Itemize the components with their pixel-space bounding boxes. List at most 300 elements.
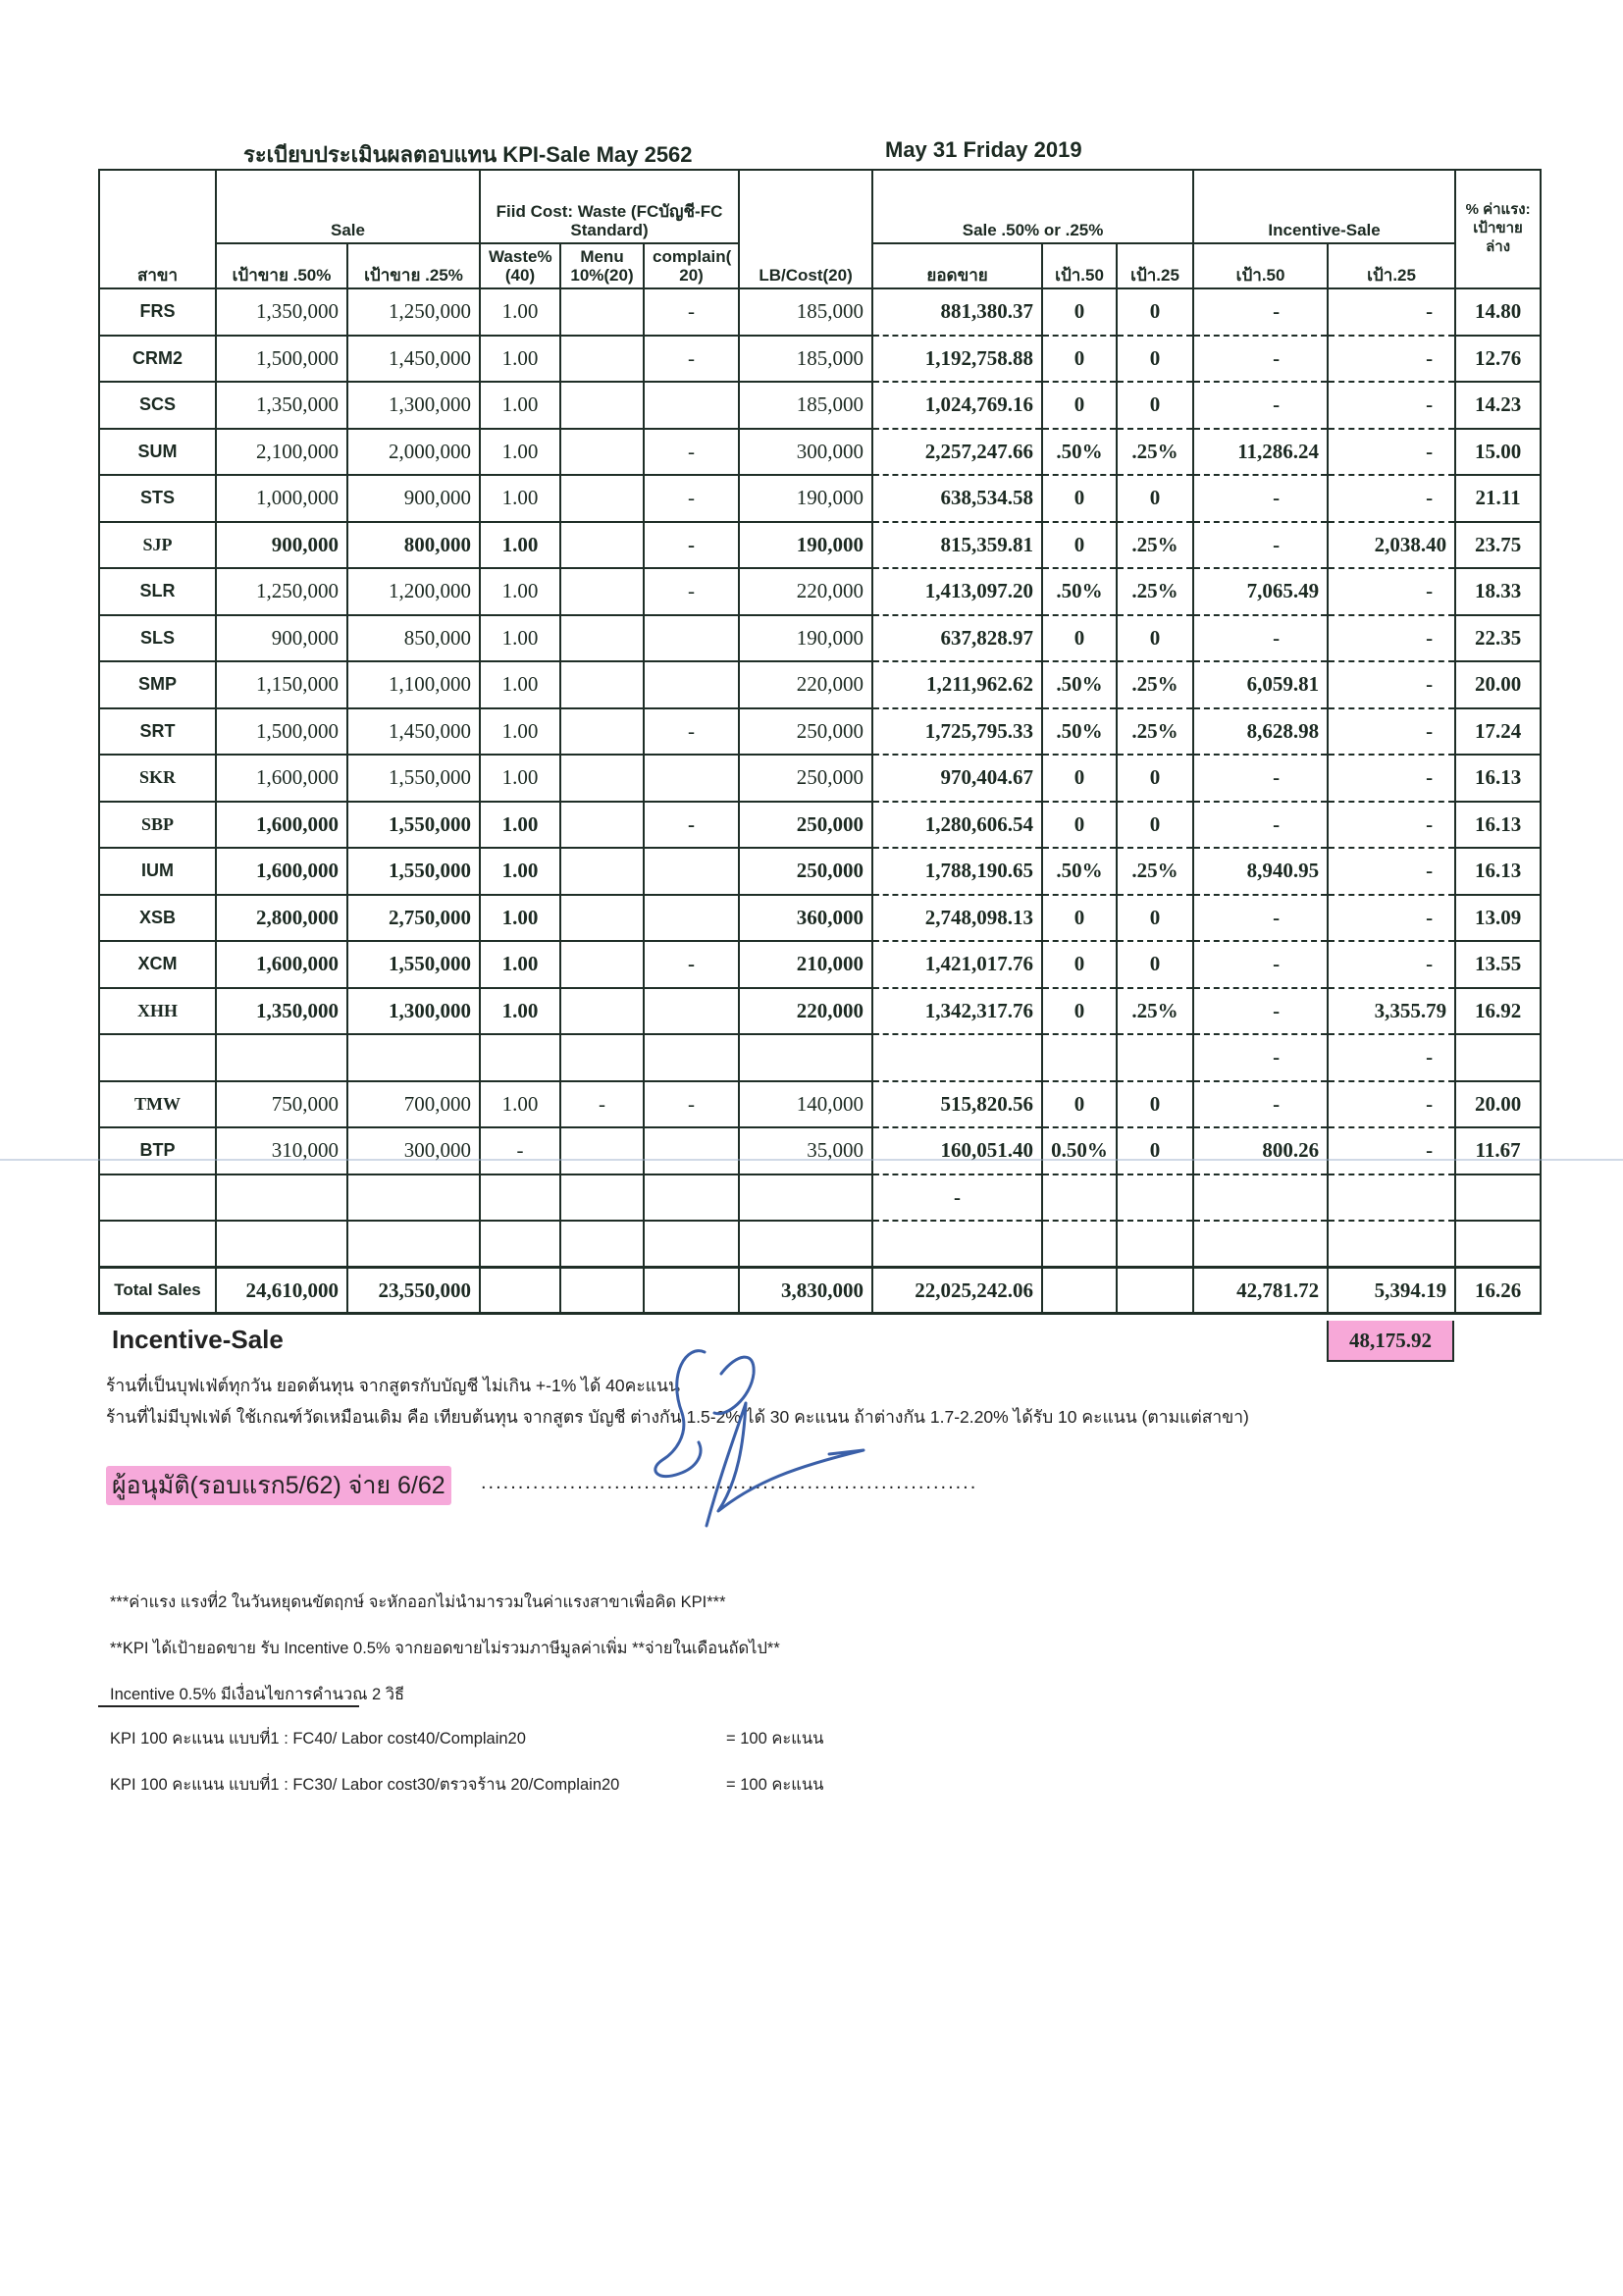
total-menu [560,1268,644,1314]
cell-menu: - [560,1081,644,1128]
cell-lb-cost [739,1174,872,1222]
cell-inc-50: - [1193,802,1328,849]
cell-lb-cost: 190,000 [739,475,872,522]
cell-menu [560,568,644,615]
footnote-underline [98,1705,359,1707]
cell-waste: 1.00 [480,568,560,615]
cell-complain [644,661,739,708]
cell-hit-50: 0 [1042,336,1117,383]
header-lb-cost: LB/Cost(20) [739,170,872,288]
cell-target-25: 1,100,000 [347,661,480,708]
cell-menu [560,522,644,569]
cell-complain: - [644,568,739,615]
cell-target-50 [216,1221,347,1268]
cell-target-25: 1,550,000 [347,755,480,802]
cell-target-25: 1,550,000 [347,848,480,895]
cell-sales: 637,828.97 [872,615,1042,662]
header-hit-25: เป้า.25 [1117,243,1193,288]
kpi-method-1: KPI 100 คะแนน แบบที่1 : FC40/ Labor cost40/Complain20 [110,1730,526,1748]
cell-labor-pct: 23.75 [1455,522,1541,569]
cell-target-50: 1,350,000 [216,382,347,429]
table-row [99,1221,1541,1268]
cell-waste: 1.00 [480,336,560,383]
cell-target-50: 1,350,000 [216,288,347,336]
cell-lb-cost: 190,000 [739,522,872,569]
cell-target-50: 310,000 [216,1127,347,1174]
cell-target-25: 2,750,000 [347,895,480,942]
cell-sales: 970,404.67 [872,755,1042,802]
cell-inc-50: - [1193,288,1328,336]
cell-inc-25: - [1328,429,1455,476]
cell-waste: 1.00 [480,382,560,429]
cell-inc-50: - [1193,755,1328,802]
cell-hit-50: 0 [1042,615,1117,662]
cell-target-25: 1,550,000 [347,802,480,849]
cell-hit-25: 0 [1117,802,1193,849]
cell-labor-pct [1455,1174,1541,1222]
cell-waste: 1.00 [480,429,560,476]
cell-complain [644,848,739,895]
cell-waste: 1.00 [480,708,560,756]
cell-branch [99,1034,216,1081]
cell-branch: SJP [99,522,216,569]
cell-hit-25 [1117,1034,1193,1081]
cell-target-25: 1,250,000 [347,288,480,336]
cell-waste: 1.00 [480,895,560,942]
cell-target-25: 900,000 [347,475,480,522]
cell-labor-pct: 14.80 [1455,288,1541,336]
cell-inc-25: - [1328,1081,1455,1128]
cell-labor-pct: 11.67 [1455,1127,1541,1174]
kpi-method-2: KPI 100 คะแนน แบบที่1 : FC30/ Labor cost30/ตรวจร้าน 20/Complain20 [110,1776,620,1794]
cell-complain: - [644,336,739,383]
cell-hit-25: .25% [1117,429,1193,476]
cell-hit-50: .50% [1042,661,1117,708]
cell-target-50: 900,000 [216,615,347,662]
cell-labor-pct: 13.55 [1455,941,1541,988]
cell-sales: 1,413,097.20 [872,568,1042,615]
cell-inc-50: - [1193,941,1328,988]
cell-inc-50 [1193,1221,1328,1268]
cell-inc-25: - [1328,895,1455,942]
cell-menu [560,802,644,849]
cell-inc-50: - [1193,615,1328,662]
cell-hit-25 [1117,1174,1193,1222]
cell-labor-pct [1455,1034,1541,1081]
cell-menu [560,755,644,802]
total-inc-50: 42,781.72 [1193,1268,1328,1314]
cell-inc-25: - [1328,848,1455,895]
footnote-labor: ***ค่าแรง แรงที่2 ในวันหยุดนขัตฤกษ์ จะหักออกไม่นำมารวมในค่าแรงสาขาเพื่อคิด KPI*** [110,1593,726,1611]
cell-sales: 881,380.37 [872,288,1042,336]
cell-inc-25: - [1328,708,1455,756]
total-lb-cost: 3,830,000 [739,1268,872,1314]
cell-branch: SLS [99,615,216,662]
cell-lb-cost: 185,000 [739,382,872,429]
cell-target-25: 1,450,000 [347,336,480,383]
cell-waste: 1.00 [480,288,560,336]
cell-waste: 1.00 [480,941,560,988]
cell-inc-50 [1193,1174,1328,1222]
cell-lb-cost: 250,000 [739,755,872,802]
cell-hit-25: 0 [1117,336,1193,383]
cell-waste: - [480,1127,560,1174]
cell-labor-pct: 20.00 [1455,661,1541,708]
table-row [99,568,1541,615]
cell-branch: SCS [99,382,216,429]
header-sales: ยอดขาย [872,243,1042,288]
table-row [99,288,1541,336]
cell-target-25: 300,000 [347,1127,480,1174]
cell-hit-25: .25% [1117,988,1193,1035]
header-target-25: เป้าขาย .25% [347,243,480,288]
table-row [99,661,1541,708]
cell-lb-cost: 300,000 [739,429,872,476]
cell-branch: XHH [99,988,216,1035]
cell-target-50: 1,250,000 [216,568,347,615]
cell-menu [560,288,644,336]
cell-target-50: 1,500,000 [216,708,347,756]
cell-inc-50: 8,628.98 [1193,708,1328,756]
cell-complain: - [644,522,739,569]
cell-hit-25: 0 [1117,1127,1193,1174]
cell-branch [99,1221,216,1268]
cell-sales: 1,192,758.88 [872,336,1042,383]
table-row [99,708,1541,756]
cell-complain: - [644,1081,739,1128]
cell-sales: 1,280,606.54 [872,802,1042,849]
cell-labor-pct [1455,1221,1541,1268]
header-group-incentive: Incentive-Sale [1193,170,1455,243]
cell-inc-25: - [1328,568,1455,615]
cell-target-50 [216,1034,347,1081]
note-buffet-rule: ร้านที่เป็นบุฟเฟ่ต์ทุกวัน ยอดต้นทุน จากสูตรกับบัญชี ไม่เกิน +-1% ได้ 40คะแนน [106,1376,680,1395]
document-date: May 31 Friday 2019 [885,137,1082,162]
cell-inc-50: 11,286.24 [1193,429,1328,476]
cell-labor-pct: 13.09 [1455,895,1541,942]
cell-lb-cost: 190,000 [739,615,872,662]
cell-target-25: 1,450,000 [347,708,480,756]
cell-labor-pct: 20.00 [1455,1081,1541,1128]
cell-target-50: 1,000,000 [216,475,347,522]
header-group-sale-pct: Sale .50% or .25% [872,170,1193,243]
table-row [99,429,1541,476]
cell-menu [560,848,644,895]
cell-hit-25: 0 [1117,1081,1193,1128]
cell-target-50: 750,000 [216,1081,347,1128]
cell-waste: 1.00 [480,475,560,522]
cell-target-25: 2,000,000 [347,429,480,476]
cell-branch: FRS [99,288,216,336]
cell-waste [480,1221,560,1268]
table-row [99,941,1541,988]
header-waste: Waste% (40) [480,243,560,288]
cell-inc-25: - [1328,475,1455,522]
cell-branch: SLR [99,568,216,615]
table-row [99,615,1541,662]
cell-target-50: 1,350,000 [216,988,347,1035]
cell-menu [560,336,644,383]
cell-inc-50: - [1193,336,1328,383]
total-labor-pct: 16.26 [1455,1268,1541,1314]
approver-label: ผู้อนุมัติ(รอบแรก5/62) จ่าย 6/62 [106,1466,451,1505]
cell-hit-50: 0 [1042,895,1117,942]
kpi-method-1-score: = 100 คะแนน [726,1730,824,1748]
cell-branch: SUM [99,429,216,476]
cell-hit-25: .25% [1117,661,1193,708]
cell-inc-25: - [1328,382,1455,429]
cell-inc-25: 2,038.40 [1328,522,1455,569]
table-row [99,895,1541,942]
cell-sales [872,1221,1042,1268]
cell-sales: 1,024,769.16 [872,382,1042,429]
cell-labor-pct: 21.11 [1455,475,1541,522]
cell-labor-pct: 17.24 [1455,708,1541,756]
table-row [99,475,1541,522]
cell-inc-50: 8,940.95 [1193,848,1328,895]
cell-sales: 815,359.81 [872,522,1042,569]
cell-complain [644,895,739,942]
cell-labor-pct: 18.33 [1455,568,1541,615]
cell-sales: 160,051.40 [872,1127,1042,1174]
cell-hit-50: .50% [1042,568,1117,615]
cell-branch: TMW [99,1081,216,1128]
cell-waste: 1.00 [480,522,560,569]
table-row [99,1034,1541,1081]
total-target-25: 23,550,000 [347,1268,480,1314]
cell-lb-cost: 185,000 [739,336,872,383]
table-row [99,382,1541,429]
header-branch: สาขา [99,170,216,288]
cell-menu [560,941,644,988]
cell-complain: - [644,802,739,849]
cell-target-50: 1,500,000 [216,336,347,383]
cell-complain [644,988,739,1035]
cell-hit-50: 0 [1042,802,1117,849]
cell-labor-pct: 16.13 [1455,802,1541,849]
cell-inc-25: - [1328,615,1455,662]
cell-labor-pct: 22.35 [1455,615,1541,662]
cell-target-25: 1,550,000 [347,941,480,988]
cell-hit-50 [1042,1174,1117,1222]
cell-hit-50: 0 [1042,475,1117,522]
cell-lb-cost: 140,000 [739,1081,872,1128]
cell-inc-50: 800.26 [1193,1127,1328,1174]
cell-hit-50: 0 [1042,988,1117,1035]
cell-hit-50: 0 [1042,288,1117,336]
cell-branch: SRT [99,708,216,756]
cell-target-25: 850,000 [347,615,480,662]
total-hit-50 [1042,1268,1117,1314]
scan-artifact-line [0,1159,1623,1161]
cell-menu [560,382,644,429]
table-row [99,1174,1541,1222]
cell-inc-25: - [1328,661,1455,708]
cell-sales [872,1034,1042,1081]
cell-target-25 [347,1034,480,1081]
cell-inc-50: - [1193,988,1328,1035]
cell-menu [560,615,644,662]
cell-hit-50: 0.50% [1042,1127,1117,1174]
cell-complain: - [644,288,739,336]
cell-branch: IUM [99,848,216,895]
cell-complain [644,382,739,429]
header-menu: Menu 10%(20) [560,243,644,288]
total-target-50: 24,610,000 [216,1268,347,1314]
cell-sales: 638,534.58 [872,475,1042,522]
table-row [99,848,1541,895]
note-non-buffet-rule: ร้านที่ไม่มีบุฟเฟ่ต์ ใช้เกณฑ์วัดเหมือนเดิม คือ เทียบต้นทุน จากสูตร บัญชี ต่างกัน 1.5-2% ได้ 30 คะแนน ถ้าต่างกัน 1.7-2.20% ได้รับ 10 คะแนน (ตามแต่สาขา) [106,1407,1249,1427]
cell-complain [644,755,739,802]
cell-lb-cost: 360,000 [739,895,872,942]
cell-sales: 2,257,247.66 [872,429,1042,476]
header-target-50: เป้าขาย .50% [216,243,347,288]
cell-hit-25: 0 [1117,755,1193,802]
table-row [99,1081,1541,1128]
cell-sales: 1,788,190.65 [872,848,1042,895]
cell-branch: XSB [99,895,216,942]
cell-inc-25: 3,355.79 [1328,988,1455,1035]
cell-complain: - [644,475,739,522]
table-row [99,522,1541,569]
cell-inc-25 [1328,1174,1455,1222]
cell-labor-pct: 14.23 [1455,382,1541,429]
cell-waste: 1.00 [480,661,560,708]
cell-complain [644,1174,739,1222]
cell-complain [644,1221,739,1268]
table-row [99,988,1541,1035]
total-waste [480,1268,560,1314]
cell-waste: 1.00 [480,848,560,895]
cell-labor-pct: 12.76 [1455,336,1541,383]
cell-inc-50: 6,059.81 [1193,661,1328,708]
cell-complain [644,1127,739,1174]
cell-inc-25: - [1328,336,1455,383]
cell-inc-50: - [1193,475,1328,522]
cell-hit-25: 0 [1117,475,1193,522]
cell-sales: 515,820.56 [872,1081,1042,1128]
cell-hit-50: .50% [1042,708,1117,756]
cell-branch: SMP [99,661,216,708]
signature-icon [628,1344,883,1540]
cell-inc-25: - [1328,755,1455,802]
total-hit-25 [1117,1268,1193,1314]
cell-hit-25: 0 [1117,615,1193,662]
cell-labor-pct: 16.13 [1455,848,1541,895]
cell-target-50: 2,800,000 [216,895,347,942]
cell-sales: - [872,1174,1042,1222]
cell-menu [560,1174,644,1222]
total-inc-25: 5,394.19 [1328,1268,1455,1314]
grand-total-incentive: 48,175.92 [1327,1321,1454,1362]
cell-sales: 1,211,962.62 [872,661,1042,708]
cell-menu [560,1127,644,1174]
cell-hit-25 [1117,1221,1193,1268]
cell-menu [560,708,644,756]
cell-branch: SBP [99,802,216,849]
cell-inc-25: - [1328,288,1455,336]
cell-menu [560,1034,644,1081]
footnote-calc-methods: Incentive 0.5% มีเงื่อนไขการคำนวณ 2 วิธี [110,1686,405,1703]
incentive-section-title: Incentive-Sale [112,1325,284,1354]
cell-inc-25: - [1328,941,1455,988]
cell-menu [560,475,644,522]
cell-hit-50 [1042,1034,1117,1081]
table-row [99,755,1541,802]
cell-waste: 1.00 [480,802,560,849]
cell-branch: CRM2 [99,336,216,383]
cell-lb-cost: 250,000 [739,708,872,756]
cell-hit-25: .25% [1117,522,1193,569]
signature-line: ................................................................... [481,1472,978,1493]
cell-menu [560,429,644,476]
cell-labor-pct: 16.92 [1455,988,1541,1035]
cell-branch: XCM [99,941,216,988]
cell-complain: - [644,429,739,476]
document-title: ระเบียบประเมินผลตอบแทน KPI-Sale May 2562 [243,142,693,167]
cell-branch: BTP [99,1127,216,1174]
cell-waste: 1.00 [480,988,560,1035]
cell-branch: STS [99,475,216,522]
cell-menu [560,988,644,1035]
total-row [99,1268,1541,1314]
cell-waste: 1.00 [480,615,560,662]
kpi-method-2-score: = 100 คะแนน [726,1776,824,1794]
cell-target-50: 1,600,000 [216,755,347,802]
cell-hit-50: .50% [1042,429,1117,476]
cell-branch [99,1174,216,1222]
table-row [99,802,1541,849]
kpi-table [98,169,1542,1315]
cell-lb-cost [739,1221,872,1268]
table-row [99,1127,1541,1174]
cell-target-50 [216,1174,347,1222]
cell-complain: - [644,708,739,756]
cell-waste [480,1034,560,1081]
cell-target-25 [347,1221,480,1268]
cell-sales: 1,342,317.76 [872,988,1042,1035]
cell-lb-cost: 220,000 [739,661,872,708]
cell-hit-25: 0 [1117,382,1193,429]
cell-target-25 [347,1174,480,1222]
cell-lb-cost: 220,000 [739,568,872,615]
cell-hit-50: 0 [1042,382,1117,429]
cell-hit-25: .25% [1117,848,1193,895]
cell-sales: 2,748,098.13 [872,895,1042,942]
cell-hit-50: 0 [1042,755,1117,802]
total-label: Total Sales [99,1268,216,1314]
cell-target-50: 1,600,000 [216,802,347,849]
cell-complain [644,1034,739,1081]
cell-hit-50 [1042,1221,1117,1268]
cell-sales: 1,725,795.33 [872,708,1042,756]
cell-hit-25: .25% [1117,708,1193,756]
cell-inc-50: - [1193,1081,1328,1128]
cell-target-50: 1,600,000 [216,941,347,988]
cell-inc-25: - [1328,1127,1455,1174]
cell-inc-50: - [1193,382,1328,429]
cell-lb-cost: 35,000 [739,1127,872,1174]
cell-waste: 1.00 [480,755,560,802]
cell-target-25: 1,300,000 [347,382,480,429]
cell-hit-50: 0 [1042,1081,1117,1128]
cell-menu [560,895,644,942]
cell-complain [644,615,739,662]
cell-target-50: 1,600,000 [216,848,347,895]
cell-hit-50: 0 [1042,522,1117,569]
table-row [99,336,1541,383]
cell-waste [480,1174,560,1222]
